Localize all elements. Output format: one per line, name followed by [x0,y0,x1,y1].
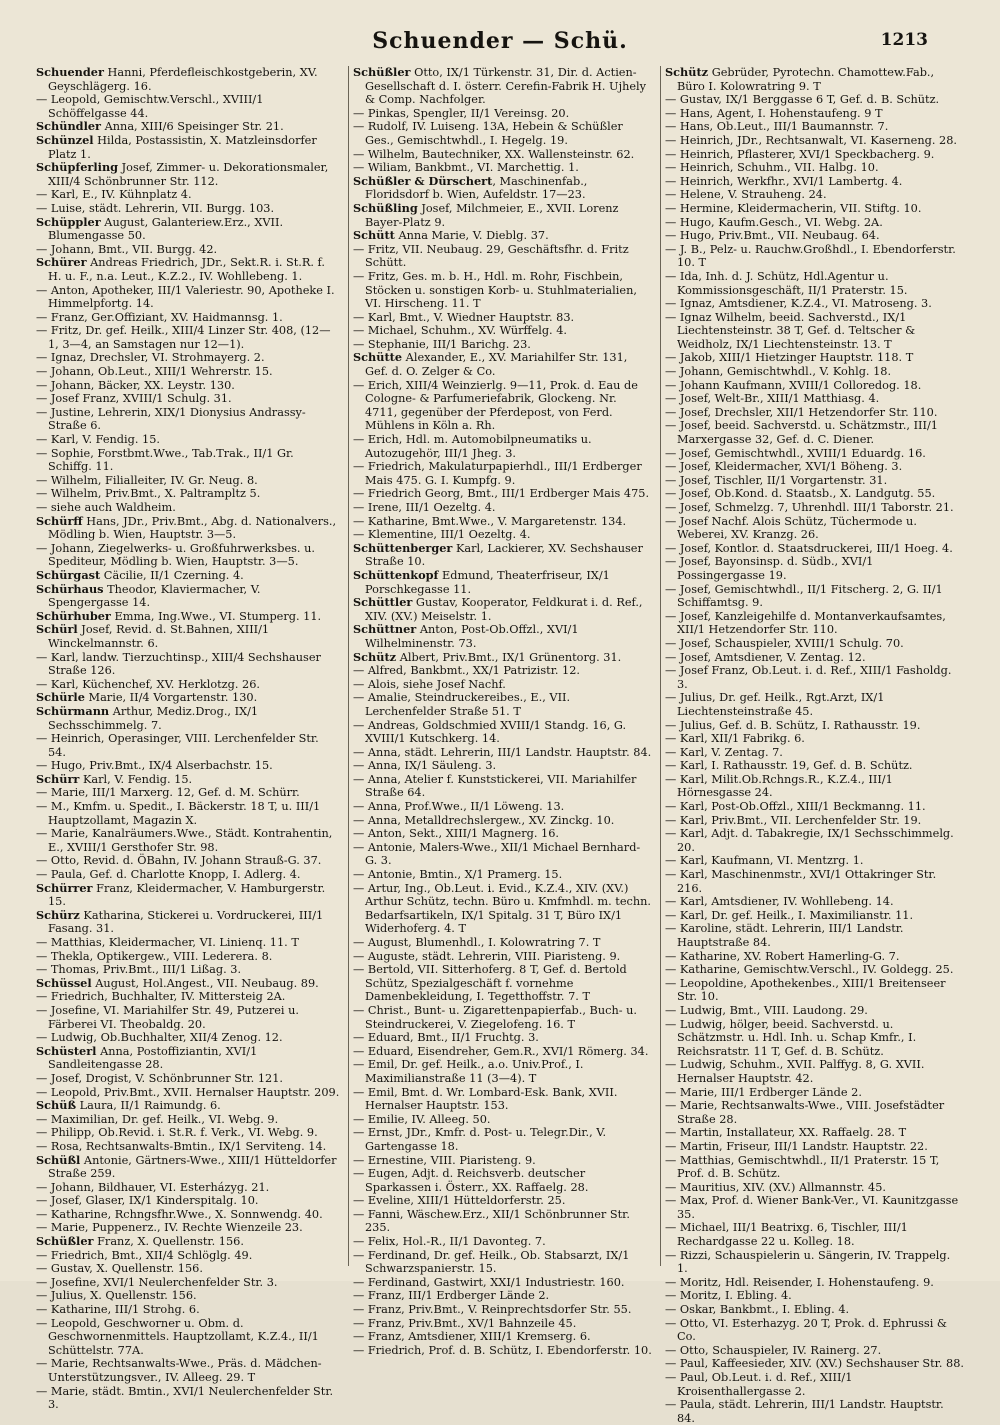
directory-entry: — Wilhelm, Filialleiter, IV. Gr. Neug. 8. [36,473,258,487]
directory-entry: — Josef, Gemischtwhdl., II/1 Fitscherg. 2, G. II/1 Schiffamtsg. 9. [665,582,943,610]
directory-entry: — Erich, Hdl. m. Automobilpneumatiks u. Autozugehör, III/1 Jheg. 3. [353,433,592,460]
entry-surname: Schütt [353,228,395,243]
directory-entry: — Antonie, Malers-Wwe., XII/1 Michael Bernhard-G. 3. [353,840,641,868]
directory-entry: — Hans, Ob.Leut., III/1 Baumannstr. 7. [665,120,889,134]
directory-entry: — Hermine, Kleidermacherin, VII. Stiftg. 10. [665,201,922,215]
directory-entry: — Fritz, VII. Neubaug. 29, Geschäftsfhr. d. Fritz Schütt. [353,242,629,270]
directory-entry: — Eduard, Eisendreher, Gem.R., XVI/1 Römerg. 34. [353,1044,649,1058]
entry-surname: Schürhuber [36,608,111,623]
directory-entry: — Paula, Gef. d. Charlotte Knopp, I. Adlerg. 4. [36,868,301,882]
directory-entry: — Wilhelm, Bautechniker, XX. Wallensteinstr. 62. [353,147,635,161]
directory-entry: — Karl, Bmt., V. Wiedner Hauptstr. 83. [353,310,575,324]
directory-entry: Schürff Hans, JDr., Priv.Bmt., Abg. d. Nationalvers., Mödling b. Wien, Hauptstr. 3—5. [36,513,337,542]
directory-entry: — Luise, städt. Lehrerin, VII. Burgg. 103. [36,201,275,215]
directory-entry: — Andreas, Goldschmied XVIII/1 Standg. 16, G. XVIII/1 Kutschkerg. 14. [353,718,627,746]
directory-entry: — Rudolf, IV. Luiseng. 13A, Hebein & Schüßler Ges., Gemischtwhdl., I. Hegelg. 19. [353,120,623,147]
directory-entry: — Johann, Bildhauer, VI. Esterházyg. 21. [36,1180,270,1194]
directory-entry: — Oskar, Bankbmt., I. Ebling. 4. [665,1303,850,1317]
directory-entry: — Karl, V. Fendig. 15. [36,433,161,447]
directory-entry: — Fritz, Ges. m. b. H., Hdl. m. Rohr, Fischbein, Stöcken u. sonstigen Korb- u. Stuhlmaterialien, VI. Hirscheng. 11. T [353,269,637,311]
directory-entry: — Leopold, Priv.Bmt., XVII. Hernalser Hauptstr. 209. [36,1085,340,1099]
directory-entry: — Josef, Amtsdiener, V. Zentag. 12. [665,650,866,664]
directory-entry: — Paula, städt. Lehrerin, III/1 Landstr. Hauptstr. 84. [665,1398,944,1425]
entry-surname: Schütte [353,350,403,365]
directory-entry: — Michael, III/1 Beatrixg. 6, Tischler, III/1 Rechardgasse 22 u. Kolleg. 18. [665,1221,908,1249]
page-header-title: Schuender — Schü. [372,28,628,54]
directory-entry: — Josef Franz, Ob.Leut. i. d. Ref., XIII/1 Fasholdg. 3. [665,664,952,691]
directory-entry: — Josef, Welt-Br., XIII/1 Matthiasg. 4. [665,392,880,406]
directory-entry: — Gustav, X. Quellenstr. 156. [36,1262,203,1276]
directory-entry: Schütte Alexander, E., XV. Mariahilfer Str. 131, Gef. d. O. Zelger & Co. [353,350,628,379]
directory-entry: — Josef, Drogist, V. Schönbrunner Str. 121. [36,1071,283,1085]
directory-entry: — Josef, Glaser, IX/1 Kinderspitalg. 10. [36,1194,259,1208]
directory-entry: Schürer Andreas Friedrich, JDr., Sekt.R. i. St.R. f. H. u. F., n.a. Leut., K.Z.2., IV. Wohllebeng. 1. [36,255,325,283]
directory-entry: Schüßl Antonie, Gärtners-Wwe., XIII/1 Hütteldorfer Straße 259. [36,1152,337,1181]
directory-entry: — Katharine, III/1 Strohg. 6. [36,1303,200,1317]
directory-entry: — Emil, Bmt. d. Wr. Lombard-Esk. Bank, XVII. Hernalser Hauptstr. 153. [353,1085,618,1113]
directory-entry: — Stephanie, III/1 Barichg. 23. [353,337,531,351]
directory-entry: — Marie, Puppenerz., IV. Rechte Wienzeile 23. [36,1221,303,1235]
directory-entry: — Ferdinand, Dr. gef. Heilk., Ob. Stabsarzt, IX/1 Schwarzspanierstr. 15. [353,1248,630,1276]
directory-entry: Schüppler August, Galanteriew.Erz., XVII. Blumengasse 50. [36,214,284,243]
directory-entry: Schürle Marie, II/4 Vorgartenstr. 130. [36,690,258,705]
directory-entry: — Ludwig, Ob.Buchhalter, XII/4 Zenog. 12. [36,1031,283,1045]
directory-entry: — Anna, IX/1 Säuleng. 3. [353,759,497,773]
directory-entry: — Heinrich, Schuhm., VII. Halbg. 10. [665,161,879,175]
entry-surname: Schürmann [36,703,110,718]
directory-entry: — Josef, Kontlor. d. Staatsdruckerei, III/1 Hoeg. 4. [665,541,953,555]
directory-entry: — Julius, Dr. gef. Heilk., Rgt.Arzt, IX/1 Liechtensteinstraße 45. [665,691,885,718]
directory-entry: — Leopold, Geschworner u. Obm. d. Geschwornenmittels. Hauptzollamt, K.Z.4., II/1 Schüttelstr. 77A. [36,1316,319,1357]
directory-entry: Schüßler Franz, X. Quellenstr. 156. [36,1234,244,1249]
entry-surname: Schüttner [353,622,417,637]
directory-entry: Schüßler & Dürschert, Maschinenfab., Floridsdorf b. Wien, Aufeldstr. 17—23. [353,173,588,202]
directory-entry: — J. B., Pelz- u. Rauchw.Großhdl., I. Ebendorferstr. 10. T [665,242,956,270]
directory-entry: — Ida, Inh. d. J. Schütz, Hdl.Agentur u. Kommissionsgeschäft, II/1 Praterstr. 15. [665,269,908,297]
page-number: 1213 [880,30,928,50]
directory-entry: — Auguste, städt. Lehrerin, VIII. Piaristeng. 9. [353,949,621,963]
directory-entry: — Martin, Installateur, XX. Raffaelg. 28. T [665,1126,907,1140]
directory-entry: — Ernestine, VIII. Piaristeng. 9. [353,1153,536,1167]
entry-surname: Schüsterl [36,1043,97,1058]
entry-surname: Schüß [36,1098,77,1113]
directory-entry: — Josef, Schmelzg. 7, Uhrenhdl. III/1 Taborstr. 21. [665,501,954,514]
entry-surname: Schürhaus [36,581,104,596]
directory-entry: — Marie, Rechtsanwalts-Wwe., Präs. d. Mädchen-Unterstützungsver., IV. Alleeg. 29. T [36,1357,322,1384]
directory-entry: — Karl, Küchenchef, XV. Herklotzg. 26. [36,677,261,691]
directory-entry: — Josefine, XVI/1 Neulerchenfelder Str. 3. [36,1275,278,1289]
directory-entry: — Rosa, Rechtsanwalts-Bmtin., IX/1 Serviteng. 14. [36,1139,327,1153]
entry-surname: Schürl [36,622,78,637]
directory-entry: — Karl, Post-Ob.Offzl., XIII/1 Beckmanng. 11. [665,800,926,814]
directory-entry: — Julius, X. Quellenstr. 156. [36,1289,197,1303]
directory-entry: — Katharine, Gemischtw.Verschl., IV. Goldegg. 25. [665,963,954,977]
entry-surname: Schürgast [36,567,101,582]
directory-entry: — Leopoldine, Apothekenbes., XIII/1 Breitenseer Str. 10. [665,976,946,1004]
directory-entry: — Friedrich, Bmt., XII/4 Schlöglg. 49. [36,1248,253,1262]
directory-entry: Schüssel August, Hol.Angest., VII. Neubaug. 89. [36,975,319,990]
directory-entry: — Erich, XIII/4 Weinzierlg. 9—11, Prok. d. Eau de Cologne- & Parfumeriefabrik, Glockeng. Nr. 4711, gegenüber der Pferdepost, von Ferd. Mühlens in Köln a. Rh. [353,378,638,433]
directory-entry: — Wilhelm, Priv.Bmt., X. Paltrampltz 5. [36,487,261,501]
directory-entry: Schürz Katharina, Stickerei u. Vordruckerei, III/1 Fasang. 31. [36,907,324,936]
directory-entry: — Emilie, IV. Alleeg. 50. [353,1112,491,1126]
directory-entry: — Ferdinand, Gastwirt, XXI/1 Industriestr. 160. [353,1275,625,1289]
directory-entry: — Josef Franz, XVIII/1 Schulg. 31. [36,392,232,406]
directory-entry: — Otto, VI. Esterhazyg. 20 T, Prok. d. Ephrussi & Co. [665,1316,947,1344]
entry-surname: Schüßler & Dürschert [353,173,493,188]
directory-entry: — Friedrich, Prof. d. B. Schütz, I. Ebendorferstr. 10. [353,1343,652,1357]
directory-entry: — Karl, XII/1 Fabrikg. 6. [665,732,805,746]
directory-entry: — Karl, Kaufmann, VI. Mentzrg. 1. [665,854,864,868]
directory-entry: — Karl, Adjt. d. Tabakregie, IX/1 Sechsschimmelg. 20. [665,827,954,854]
directory-entry: — Mauritius, XIV. (XV.) Allmannstr. 45. [665,1180,887,1194]
directory-entry: — Rizzi, Schauspielerin u. Sängerin, IV. Trappelg. 1. [665,1248,951,1276]
directory-entry: — Wiliam, Bankbmt., VI. Marchettig. 1. [353,161,579,175]
directory-entry: — Karl, Milit.Ob.Rchngs.R., K.Z.4., III/1 Hörnesgasse 24. [665,772,893,800]
directory-entry: Schütt Anna Marie, V. Dieblg. 37. [353,228,549,243]
directory-entry: — Marie, III/1 Erdberger Lände 2. [665,1085,862,1099]
entry-surname: Schüßling [353,200,418,215]
directory-entry: — Johann, Bmt., VII. Burgg. 42. [36,242,218,256]
directory-entry: — Anna, Prof.Wwe., II/1 Löweng. 13. [353,800,565,814]
directory-entry: — Julius, Gef. d. B. Schütz, I. Rathausstr. 19. [665,718,921,732]
directory-entry: — Hans, Agent, I. Hohenstaufeng. 9 T [665,106,883,120]
entry-surname: Schüttenkopf [353,567,439,582]
entry-surname: Schürrer [36,880,93,895]
directory-entry: — Friedrich Georg, Bmt., III/1 Erdberger Mais 475. [353,487,650,501]
directory-entry: — Anton, Apotheker, III/1 Valeriestr. 90, Apotheke I. Himmelpfortg. 14. [36,283,335,311]
directory-entry: — Ludwig, hölger, beeid. Sachverstd. u. Schätzmstr. u. Hdl. Inh. u. Schap Kmfr., I. Reichsratstr. 11 T, Gef. d. B. Schütz. [665,1017,917,1058]
directory-entry: — Helene, V. Strauheng. 24. [665,188,827,202]
directory-entry: Schündler Anna, XIII/6 Speisinger Str. 21. [36,119,284,134]
directory-entry: — Ignaz, Amtsdiener, K.Z.4., VI. Matroseng. 3. [665,297,932,311]
directory-entry: Schürr Karl, V. Fendig. 15. [36,771,193,786]
directory-entry: — Irene, III/1 Oezeltg. 4. [353,501,496,514]
entry-surname: Schüßl [36,1152,81,1167]
directory-entry: — Max, Prof. d. Wiener Bank-Ver., VI. Kaunitzgasse 35. [665,1194,959,1221]
directory-entry: — Christ., Bunt- u. Zigarettenpapierfab., Buch- u. Steindruckerei, V. Ziegelofeng. 16. T [353,1003,638,1031]
entry-surname: Schüttler [353,595,413,610]
directory-entry: — Karl, Dr. gef. Heilk., I. Maximilianstr. 11. [665,908,914,922]
entry-surname: Schüßler [36,1234,94,1249]
directory-entry: Schüttner Anton, Post-Ob.Offzl., XVI/1 Wilhelminenstr. 73. [353,622,579,650]
directory-entry: — Josef, Bayonsinsp. d. Südb., XVI/1 Possingergasse 19. [665,555,874,582]
directory-entry: — Friedrich, Makulaturpapierhdl., III/1 Erdberger Mais 475. G. I. Kumpfg. 9. [353,460,642,487]
directory-entry: — Marie, städt. Bmtin., XVI/1 Neulerchenfelder Str. 3. [36,1384,334,1412]
directory-entry: — Alfred, Bankbmt., XX/1 Patrizistr. 12. [353,664,581,678]
directory-entry: Schütz Albert, Priv.Bmt., IX/1 Grünentorg. 31. [353,649,622,664]
directory-entry: — Anna, Atelier f. Kunststickerei, VII. Mariahilfer Straße 64. [353,772,637,800]
entry-surname: Schürz [36,907,80,922]
directory-entry: Schürl Josef, Revid. d. St.Bahnen, XIII/1 Winckelmannstr. 6. [36,622,270,650]
entry-surname: Schüssel [36,975,92,990]
directory-entry: — Heinrich, Pflasterer, XVI/1 Speckbacherg. 9. [665,147,935,161]
directory-entry: — Bertold, VII. Sitterhoferg. 8 T, Gef. d. Bertold Schütz, Spezialgeschäft f. vornehme Damenbekleidung, I. Tegetthoffstr. 7. T [353,963,627,1004]
directory-entry: Schürrer Franz, Kleidermacher, V. Hamburgerstr. 15. [36,880,326,909]
entry-surname: Schüppler [36,214,101,229]
directory-entry: — Ignaz Wilhelm, beeid. Sachverstd., IX/1 Liechtensteinstr. 38 T, Gef. d. Teltscher & Weidholz, IX/1 Liechtensteinstr. 13. T [665,310,916,351]
directory-entry: — Friedrich, Buchhalter, IV. Mittersteig 2A. [36,990,286,1004]
entry-surname: Schüpferling [36,160,119,175]
directory-entry: — Josef Nachf. Alois Schütz, Tüchermode u. Weberei, XV. Kranzg. 26. [665,514,917,542]
directory-entry: — Emil, Dr. gef. Heilk., a.o. Univ.Prof., I. Maximilianstraße 11 (3—4). T [353,1058,584,1085]
directory-entry: Schürhaus Theodor, Klaviermacher, V. Spengergasse 14. [36,581,261,610]
entry-surname: Schürff [36,513,83,528]
directory-entry: Schüsterl Anna, Postoffiziantin, XVI/1 Sandleitengasse 28. [36,1043,258,1072]
directory-entry: — Otto, Schauspieler, IV. Rainerg. 27. [665,1343,882,1357]
directory-entry: — Paul, Kaffeesieder, XIV. (XV.) Sechshauser Str. 88. [665,1357,964,1371]
directory-entry: — Gustav, IX/1 Berggasse 6 T, Gef. d. B. Schütz. [665,93,940,107]
directory-entry: — Johann Kaufmann, XVIII/1 Colloredog. 18. [665,378,922,392]
directory-entry: — Martin, Friseur, III/1 Landstr. Hauptstr. 22. [665,1139,928,1153]
directory-entry: — Ludwig, Schuhm., XVII. Palffyg. 8, G. XVII. Hernalser Hauptstr. 42. [665,1058,925,1085]
directory-entry: — Karoline, städt. Lehrerin, III/1 Landstr. Hauptstraße 84. [665,922,904,949]
directory-entry: — Marie, Rechtsanwalts-Wwe., VIII. Josefstädter Straße 28. [665,1099,945,1126]
directory-entry: Schüßler Otto, IX/1 Türkenstr. 31, Dir. d. Actien-Gesellschaft d. I. österr. Cerefin-Fabrik H. Ujhely & Comp. Nachfolger. [353,65,647,107]
directory-entry: Schüß Laura, II/1 Raimundg. 6. [36,1098,221,1113]
directory-entry: — Amalie, Steindruckereibes., E., VII. Lerchenfelder Straße 51. T [353,691,571,718]
directory-entry: — Anna, städt. Lehrerin, III/1 Landstr. Hauptstr. 84. [353,745,652,759]
directory-entry: — Marie, Kanalräumers.Wwe., Städt. Kontrahentin, E., XVIII/1 Gersthofer Str. 98. [36,827,333,854]
directory-entry: — Pinkas, Spengler, II/1 Vereinsg. 20. [353,106,570,120]
directory-entry: — Katharine, Rchngsfhr.Wwe., X. Sonnwendg. 40. [36,1207,323,1221]
directory-entry: — M., Kmfm. u. Spedit., I. Bäckerstr. 18 T, u. III/1 Hauptzollamt, Magazin X. [36,800,321,827]
directory-entry: — Matthias, Gemischtwhdl., II/1 Praterstr. 15 T, Prof. d. B. Schütz. [665,1153,940,1181]
directory-entry: Schütz Gebrüder, Pyrotechn. Chamottew.Fab., Büro I. Kolowratring 9. T [665,65,935,93]
directory-entry: — Eugen, Adjt. d. Reichsverb. deutscher Sparkassen i. Österr., XX. Raffaelg. 28. [353,1167,589,1194]
directory-entry: Schuender Hanni, Pferdefleischkostgeberin, XV. Geyschlägerg. 16. [36,65,318,93]
directory-columns [36,65,966,1425]
directory-entry: — Fanni, Wäschew.Erz., XII/1 Schönbrunner Str. 235. [353,1207,630,1235]
directory-entry: Schünzel Hilda, Postassistin, X. Matzleinsdorfer Platz 1. [36,132,317,161]
directory-entry: — Franz, III/1 Erdberger Lände 2. [353,1289,550,1303]
entry-surname: Schünzel [36,132,94,147]
directory-entry: — August, Blumenhdl., I. Kolowratring 7. T [353,936,601,949]
directory-entry: — Felix, Hol.-R., II/1 Davonteg. 7. [353,1235,546,1249]
directory-entry: — Ludwig, Bmt., VIII. Laudong. 29. [665,1003,868,1017]
directory-entry: — Johann, Ziegelwerks- u. Großfuhrwerksbes. u. Spediteur, Mödling b. Wien, Hauptstr. 3—5. [36,541,315,569]
directory-entry: — Michael, Schuhm., XV. Würffelg. 4. [353,324,568,338]
column-3 [660,65,964,1425]
directory-entry: — Moritz, Hdl. Reisender, I. Hohenstaufeng. 9. [665,1275,934,1289]
entry-surname: Schürr [36,771,80,786]
directory-entry: — Franz, Ger.Offiziant, XV. Haidmannsg. 1. [36,310,283,324]
directory-entry: — Josef, Schauspieler, XVIII/1 Schulg. 70. [665,636,904,650]
entry-surname: Schürle [36,690,85,705]
directory-entry: — Franz, Priv.Bmt., V. Reinprechtsdorfer Str. 55. [353,1303,632,1317]
entry-surname: Schütz [665,65,709,79]
entry-surname: Schündler [36,119,102,134]
directory-entry: — Sophie, Forstbmt.Wwe., Tab.Trak., II/1 Gr. Schiffg. 11. [36,446,294,474]
directory-entry: — Johann, Bäcker, XX. Leystr. 130. [36,378,235,392]
directory-entry: — Josef, Kanzleigehilfe d. Montanverkaufsamtes, XII/1 Hetzendorfer Str. 110. [665,609,946,637]
directory-entry: — Anna, Metalldrechslergew., XV. Zinckg. 10. [353,813,615,827]
directory-entry: — Artur, Ing., Ob.Leut. i. Evid., K.Z.4., XIV. (XV.) Arthur Schütz, techn. Büro u. Kmfmhdl. m. techn. Bedarfsartikeln, IX/1 Spitalg. 31 T, Büro IX/1 Widerhoferg. 4. T [353,881,651,936]
directory-entry: — Josef, Gemischtwhdl., XVIII/1 Eduardg. 16. [665,446,926,460]
directory-entry: — Moritz, I. Ebling. 4. [665,1289,792,1303]
directory-entry: — Fritz, Dr. gef. Heilk., XIII/4 Linzer Str. 408, (12—1, 3—4, an Samstagen nur 12—1). [36,324,331,351]
entry-surname: Schüttenberger [353,540,453,555]
directory-entry: Schürhuber Emma, Ing.Wwe., VI. Stumperg. 11. [36,608,322,623]
directory-entry: — Josefine, VI. Mariahilfer Str. 49, Putzerei u. Färberei VI. Theobaldg. 20. [36,1003,299,1031]
directory-entry: — Philipp, Ob.Revid. i. St.R. f. Verk., VI. Webg. 9. [36,1126,318,1140]
directory-entry: — Josef, Kleidermacher, XVI/1 Böheng. 3. [665,460,903,474]
directory-entry: — Justine, Lehrerin, XIX/1 Dionysius Andrassy-Straße 6. [36,405,306,433]
directory-entry: Schüttler Gustav, Kooperator, Feldkurat i. d. Ref., XIV. (XV.) Meiselstr. 1. [353,595,643,623]
column-2 [348,65,652,1357]
directory-entry: — Johann, Ob.Leut., XIII/1 Wehrerstr. 15. [36,365,273,379]
directory-entry: — Paul, Ob.Leut. i. d. Ref., XIII/1 Kroisenthallergasse 2. [665,1371,853,1398]
directory-entry: — Josef, Ob.Kond. d. Staatsb., X. Landgutg. 55. [665,487,936,501]
directory-entry: — Marie, III/1 Marxerg. 12, Gef. d. M. Schürr. [36,786,300,800]
directory-entry: — Johann, Gemischtwhdl., V. Kohlg. 18. [665,365,892,379]
directory-entry: — Karl, Amtsdiener, IV. Wohllebeng. 14. [665,895,894,909]
directory-entry: — Karl, Maschinenmstr., XVI/1 Ottakringer Str. 216. [665,868,937,895]
directory-entry: — Klementine, III/1 Oezeltg. 4. [353,528,531,542]
directory-entry: Schürgast Cäcilie, II/1 Czerning. 4. [36,567,244,582]
entry-surname: Schüßler [353,65,411,79]
directory-entry: — Matthias, Kleidermacher, VI. Linienq. 11. T [36,936,299,949]
directory-entry: — Eduard, Bmt., II/1 Fruchtg. 3. [353,1031,539,1045]
directory-entry: Schüpferling Josef, Zimmer- u. Dekorationsmaler, XIII/4 Schönbrunner Str. 112. [36,160,329,188]
directory-entry: — Josef, Tischler, II/1 Vorgartenstr. 31. [665,473,888,487]
directory-entry: — Heinrich, Operasinger, VIII. Lerchenfelder Str. 54. [36,732,319,759]
directory-entry: — Thekla, Optikergew., VIII. Lederera. 8. [36,949,273,963]
directory-entry: Schüttenberger Karl, Lackierer, XV. Sechshauser Straße 10. [353,540,643,569]
entry-surname: Schürer [36,255,87,270]
directory-entry: — Heinrich, JDr., Rechtsanwalt, VI. Kaserneng. 28. [665,133,957,147]
entry-surname: Schütz [353,649,397,664]
directory-entry: — Alois, siehe Josef Nachf. [353,677,506,691]
directory-entry: — Karl, V. Zentag. 7. [665,745,783,759]
directory-entry: — Leopold, Gemischtw.Verschl., XVIII/1 Schöffelgasse 44. [36,93,264,120]
entry-surname: Schuender [36,65,104,79]
directory-entry: — Ernst, JDr., Kmfr. d. Post- u. Telegr.Dir., V. Gartengasse 18. [353,1126,607,1153]
directory-entry: — Otto, Revid. d. ÖBahn, IV. Johann Strauß-G. 37. [36,854,322,868]
directory-entry: — Karl, I. Rathausstr. 19, Gef. d. B. Schütz. [665,759,913,773]
directory-entry: — Antonie, Bmtin., X/1 Pramerg. 15. [353,868,563,882]
directory-entry: — Karl, Priv.Bmt., VII. Lerchenfelder Str. 19. [665,813,922,827]
directory-entry: — Heinrich, Werkfhr., XVI/1 Lambertg. 4. [665,174,903,188]
directory-entry: — siehe auch Waldheim. [36,501,176,514]
directory-entry: — Franz, Amtsdiener, XIII/1 Kremserg. 6. [353,1330,591,1344]
directory-entry: — Thomas, Priv.Bmt., III/1 Lißag. 3. [36,963,242,977]
directory-entry: — Karl, landw. Tierzuchtinsp., XIII/4 Sechshauser Straße 126. [36,650,321,678]
directory-entry: — Katharine, Bmt.Wwe., V. Margaretenstr. 134. [353,514,627,528]
directory-entry: — Eveline, XIII/1 Hütteldorferstr. 25. [353,1194,566,1208]
directory-entry: Schüßling Josef, Milchmeier, E., XVII. Lorenz Bayer-Platz 9. [353,200,619,229]
directory-entry: — Karl, E., IV. Kühnplatz 4. [36,188,192,202]
directory-entry: Schüttenkopf Edmund, Theaterfriseur, IX/1 Porschkegasse 11. [353,567,610,596]
directory-entry: — Maximilian, Dr. gef. Heilk., VI. Webg. 9. [36,1112,279,1126]
directory-entry: — Hugo, Kaufm.Gesch., VI. Webg. 2A. [665,215,883,229]
column-1 [36,65,340,1412]
directory-entry: — Ignaz, Drechsler, VI. Strohmayerg. 2. [36,351,265,365]
directory-entry: — Hugo, Priv.Bmt., IX/4 Alserbachstr. 15. [36,759,273,773]
directory-entry: — Josef, beeid. Sachverstd. u. Schätzmstr., III/1 Marxergasse 32, Gef. d. C. Diener. [665,419,938,447]
directory-entry: Schürmann Arthur, Mediz.Drog., IX/1 Sechsschimmelg. 7. [36,703,259,732]
directory-entry: — Josef, Drechsler, XII/1 Hetzendorfer Str. 110. [665,405,938,419]
directory-entry: — Hugo, Priv.Bmt., VII. Neubaug. 64. [665,229,880,243]
directory-entry: — Jakob, XIII/1 Hietzinger Hauptstr. 118. T [665,351,914,365]
directory-entry: — Franz, Priv.Bmt., XV/1 Bahnzeile 45. [353,1316,577,1330]
directory-entry: — Katharine, XV. Robert Hamerling-G. 7. [665,949,900,963]
directory-entry: — Anton, Sekt., XIII/1 Magnerg. 16. [353,827,559,841]
